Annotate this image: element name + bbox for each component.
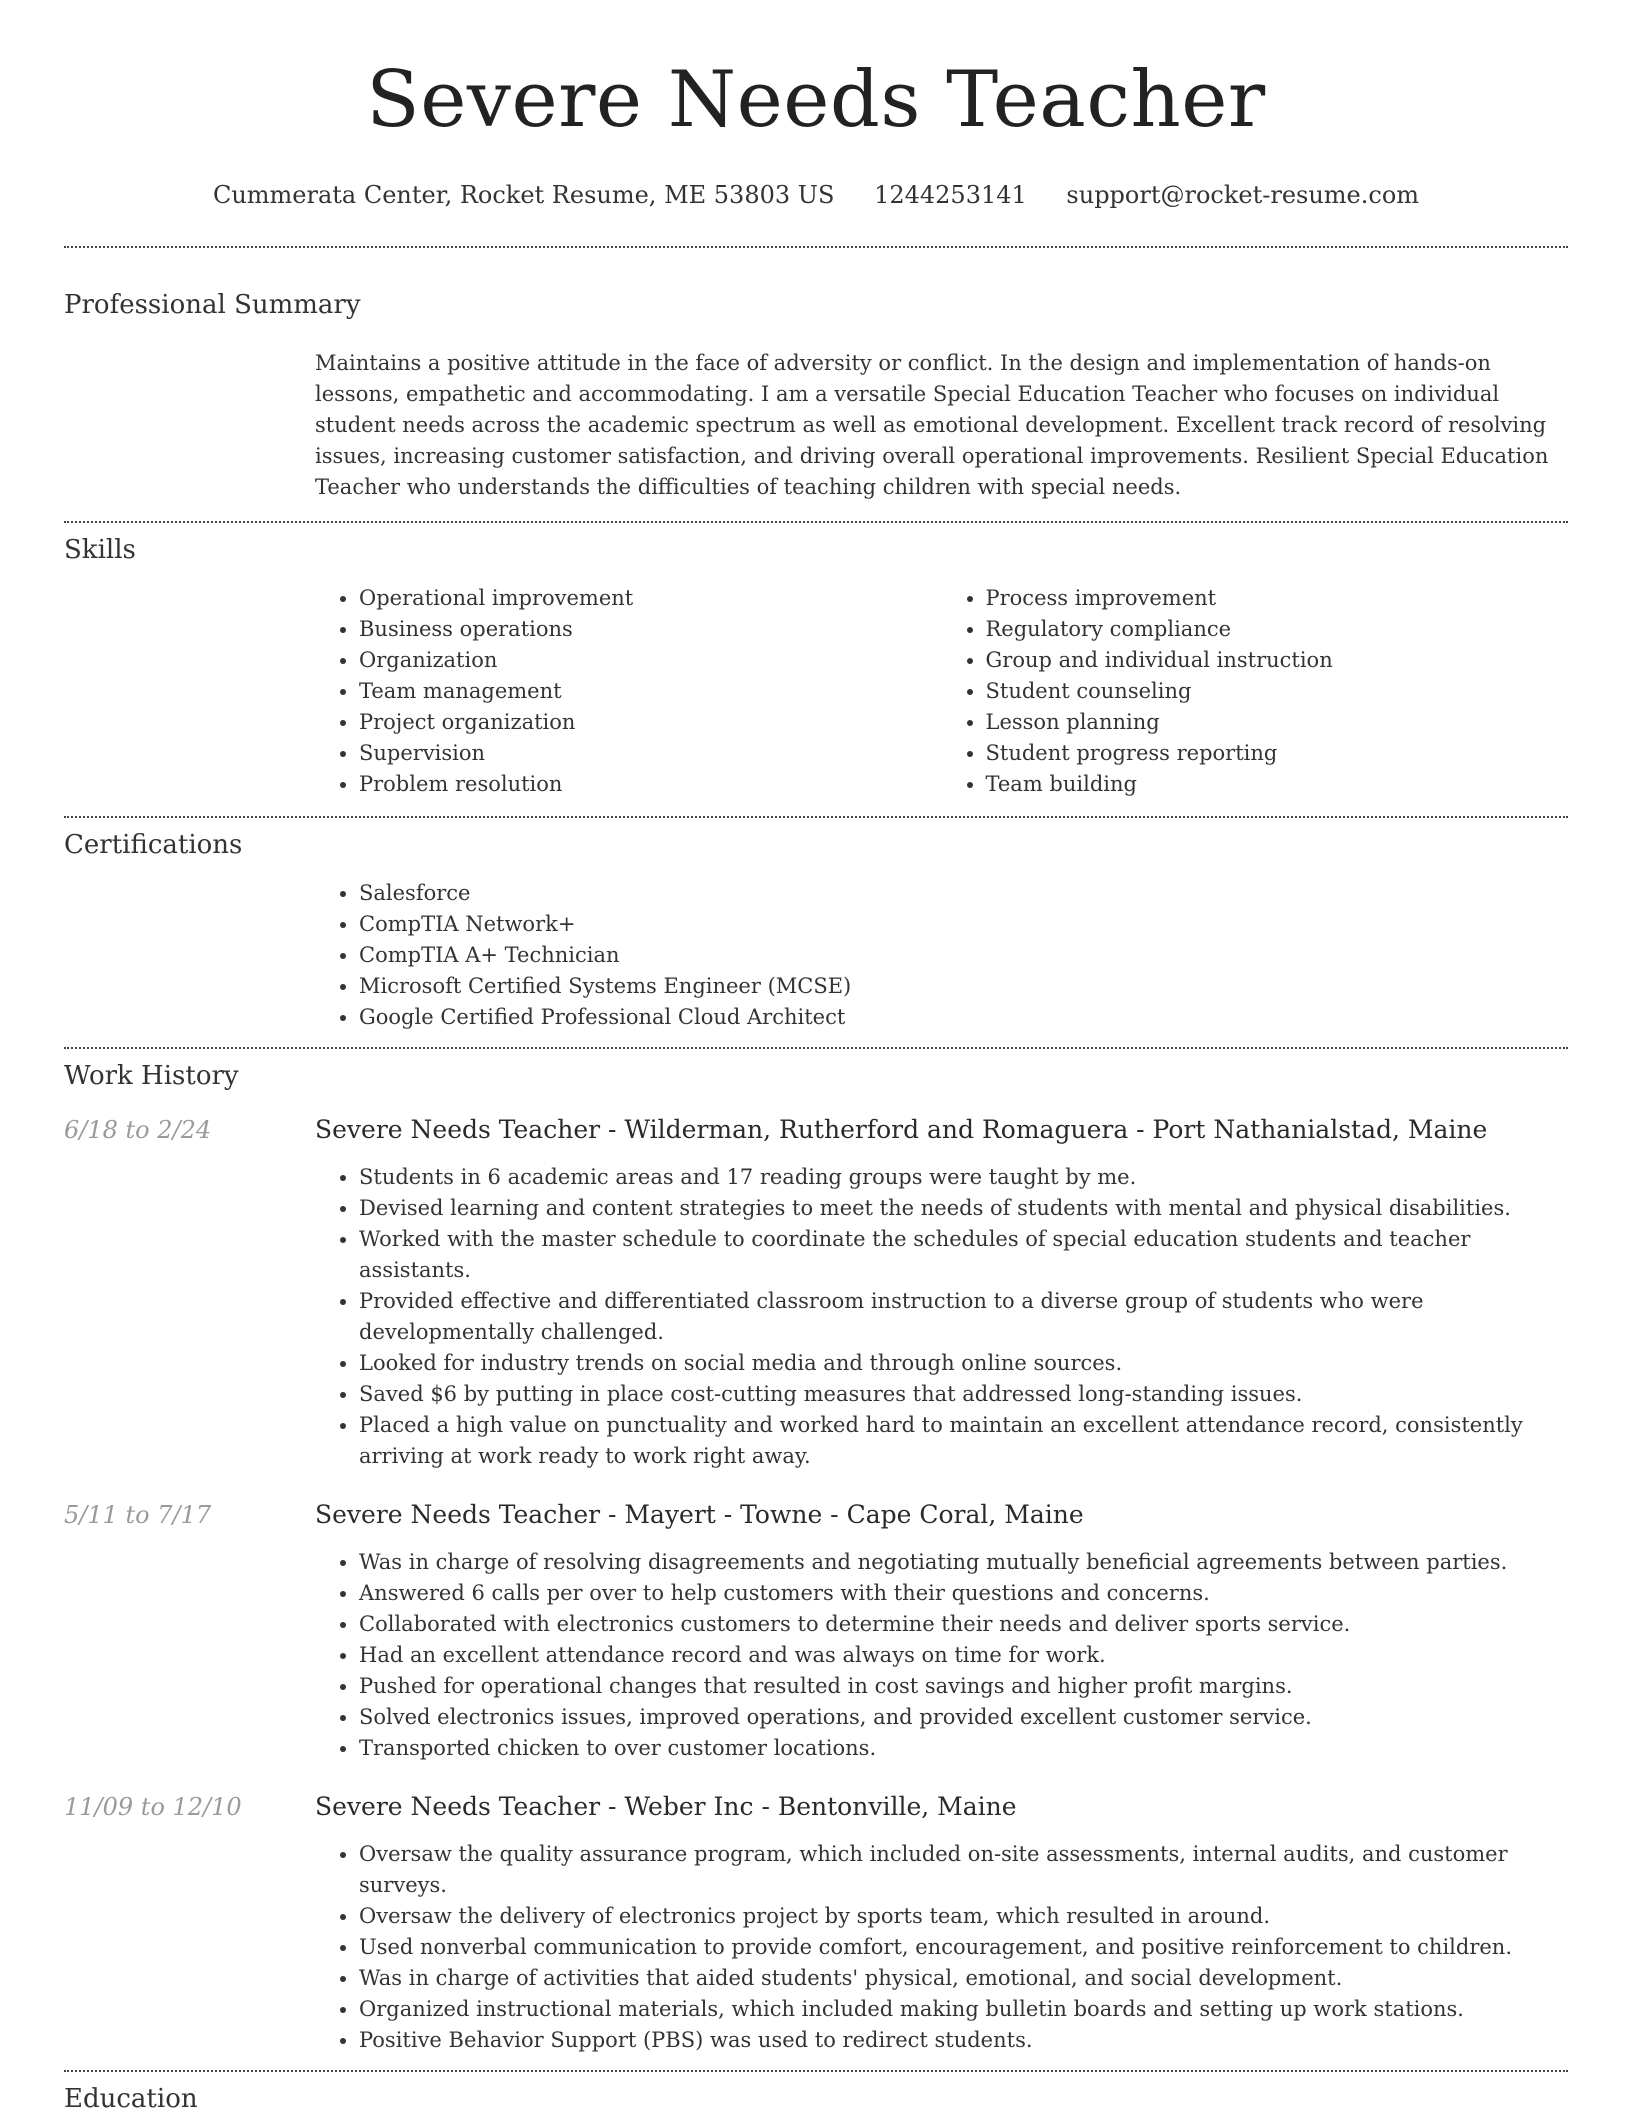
list-item: • Looked for industry trends on social media and through online sources. xyxy=(359,1348,1568,1379)
certifications-heading: Certifications xyxy=(64,830,243,860)
contact-line xyxy=(64,178,1568,212)
list-item: • Team building xyxy=(986,769,1569,800)
list-item: • CompTIA Network+ xyxy=(359,909,1568,940)
job-dates: 11/09 to 12/10 xyxy=(64,1793,242,1821)
list-item: • CompTIA A+ Technician xyxy=(359,940,1568,971)
list-item: • Problem resolution xyxy=(359,769,942,800)
list-item: • Google Certified Professional Cloud Architect xyxy=(359,1002,1568,1033)
list-item: • Group and individual instruction xyxy=(986,645,1569,676)
certifications-content xyxy=(315,878,1568,1047)
resume-page xyxy=(64,0,1568,2116)
list-item: • Lesson planning xyxy=(986,707,1569,738)
work-history-section xyxy=(64,1049,1568,2070)
job-title: Severe Needs Teacher - Mayert - Towne - Cape Coral, Maine xyxy=(315,1500,1084,1529)
skills-heading: Skills xyxy=(64,535,136,565)
list-item: • Operational improvement xyxy=(359,583,942,614)
job-dates: 6/18 to 2/24 xyxy=(64,1116,212,1144)
job-title: Severe Needs Teacher - Wilderman, Rutherford and Romaguera - Port Nathanialstad, Maine xyxy=(315,1115,1488,1144)
list-item: • Regulatory compliance xyxy=(986,614,1569,645)
list-item: • Had an excellent attendance record and was always on time for work. xyxy=(359,1640,1568,1671)
contact-phone: 1244253141 xyxy=(874,181,1027,209)
list-item: • Solved electronics issues, improved operations, and provided excellent customer service. xyxy=(359,1702,1568,1733)
list-item: • Pushed for operational changes that resulted in cost savings and higher profit margins. xyxy=(359,1671,1568,1702)
skills-section xyxy=(64,523,1568,816)
list-item: • Collaborated with electronics customers to determine their needs and deliver sports service. xyxy=(359,1609,1568,1640)
list-item: • Saved $6 by putting in place cost-cutting measures that addressed long-standing issues. xyxy=(359,1379,1568,1410)
education-section xyxy=(64,2072,1568,2116)
list-item: • Students in 6 academic areas and 17 reading groups were taught by me. xyxy=(359,1162,1568,1193)
list-item: • Oversaw the quality assurance program, which included on-site assessments, internal audits, and customer surveys. xyxy=(359,1839,1568,1901)
summary-heading: Professional Summary xyxy=(64,290,361,320)
job-bullets xyxy=(315,1547,1568,1764)
list-item: • Positive Behavior Support (PBS) was used to redirect students. xyxy=(359,2025,1568,2056)
list-item: • Organized instructional materials, which included making bulletin boards and setting up work stations. xyxy=(359,1994,1568,2025)
list-item: • Worked with the master schedule to coordinate the schedules of special education students and teacher assistants. xyxy=(359,1224,1568,1286)
skills-list-left xyxy=(315,583,942,800)
education-heading: Education xyxy=(64,2084,198,2114)
contact-address: Cummerata Center, Rocket Resume, ME 53803 US xyxy=(212,181,835,209)
job-dates: 5/11 to 7/17 xyxy=(64,1501,212,1529)
resume-title: Severe Needs Teacher xyxy=(366,55,1266,145)
list-item: • Was in charge of resolving disagreements and negotiating mutually beneficial agreements between parties. xyxy=(359,1547,1568,1578)
list-item: • Salesforce xyxy=(359,878,1568,909)
job-entry xyxy=(64,1113,1568,1472)
list-item: • Devised learning and content strategies to meet the needs of students with mental and physical disabilities. xyxy=(359,1193,1568,1224)
summary-text: Maintains a positive attitude in the face of adversity or conflict. In the design and implementation of hands-on lessons, empathetic and accommodating. I am a versatile Special Education Teacher who focuses on individual student needs across the academic spectrum as well as emotional development. Excellent track record of resolving issues, increasing customer satisfaction, and driving overall operational improvements. Resilient Special Education Teacher who understands the difficulties of teaching children with special needs. xyxy=(315,351,1549,499)
contact-email: support@rocket-resume.com xyxy=(1066,181,1420,209)
job-title: Severe Needs Teacher - Weber Inc - Bentonville, Maine xyxy=(315,1792,1017,1821)
certifications-list xyxy=(315,878,1568,1033)
list-item: • Microsoft Certified Systems Engineer (MCSE) xyxy=(359,971,1568,1002)
job-bullets xyxy=(315,1162,1568,1472)
work-history-heading: Work History xyxy=(64,1061,239,1091)
list-item: • Project organization xyxy=(359,707,942,738)
list-item: • Supervision xyxy=(359,738,942,769)
list-item: • Answered 6 calls per over to help customers with their questions and concerns. xyxy=(359,1578,1568,1609)
list-item: • Business operations xyxy=(359,614,942,645)
list-item: • Team management xyxy=(359,676,942,707)
list-item: • Was in charge of activities that aided students' physical, emotional, and social development. xyxy=(359,1963,1568,1994)
list-item: • Provided effective and differentiated classroom instruction to a diverse group of students who were developmentally challenged. xyxy=(359,1286,1568,1348)
job-entry xyxy=(64,1498,1568,1764)
skills-list-right xyxy=(942,583,1569,800)
list-item: • Process improvement xyxy=(986,583,1569,614)
list-item: • Student progress reporting xyxy=(986,738,1569,769)
list-item: • Placed a high value on punctuality and worked hard to maintain an excellent attendance record, consistently arriving at work ready to work right away. xyxy=(359,1410,1568,1472)
list-item: • Student counseling xyxy=(986,676,1569,707)
job-entry xyxy=(64,1790,1568,2070)
job-bullets xyxy=(315,1839,1568,2056)
summary-section xyxy=(64,248,1568,521)
list-item: • Transported chicken to over customer locations. xyxy=(359,1733,1568,1764)
list-item: • Oversaw the delivery of electronics project by sports team, which resulted in around. xyxy=(359,1901,1568,1932)
skills-columns xyxy=(315,583,1568,816)
list-item: • Used nonverbal communication to provide comfort, encouragement, and positive reinforcement to children. xyxy=(359,1932,1568,1963)
certifications-section xyxy=(64,818,1568,1047)
list-item: • Organization xyxy=(359,645,942,676)
